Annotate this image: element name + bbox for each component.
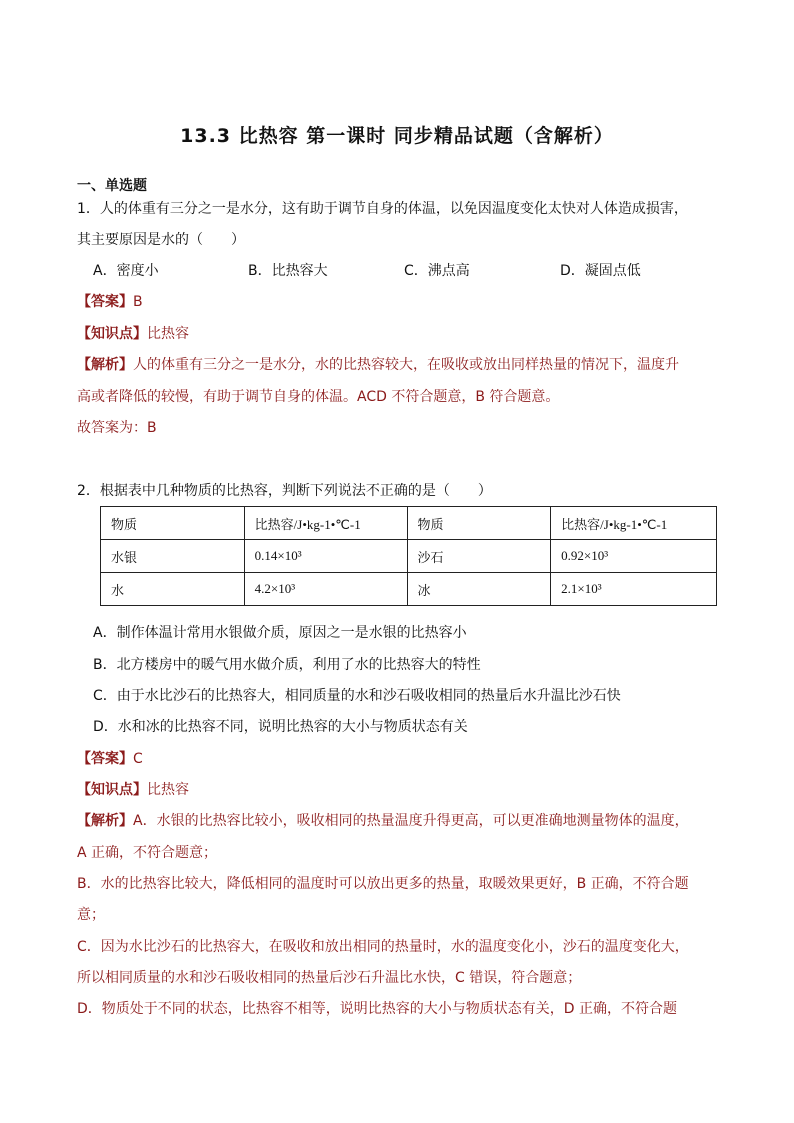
q2-analysis-line: B．水的比热容比较大，降低相同的温度时可以放出更多的热量，取暖效果更好，B 正确，不符合题	[77, 876, 689, 892]
table-header-cell: 物质	[407, 507, 551, 540]
q2-answer-value: C	[133, 751, 143, 767]
q2-analysis-line: 所以相同质量的水和沙石吸收相同的热量后沙石升温比水快，C 错误，符合题意；	[77, 970, 582, 986]
specific-heat-table	[100, 506, 717, 606]
q1-knowledge	[77, 324, 189, 344]
q2-analysis-line: D．物质处于不同的状态，比热容不相等，说明比热容的大小与物质状态有关，D 正确，不符合题	[77, 1001, 678, 1017]
table-header-cell: 比热容/J•kg-1•℃-1	[551, 507, 717, 540]
q2-analysis-line	[77, 811, 689, 831]
q1-knowledge-label: 【知识点】	[77, 326, 147, 342]
q1-analysis-line2: 高或者降低的较慢，有助于调节自身的体温。ACD 不符合题意，B 符合题意。	[77, 389, 560, 405]
q2-option-d: D．水和冰的比热容不同，说明比热容的大小与物质状态有关	[93, 719, 468, 735]
q2-option-c: C．由于水比沙石的比热容大，相同质量的水和沙石吸收相同的热量后水升温比沙石快	[93, 688, 621, 704]
q2-analysis-line: A 正确，不符合题意；	[77, 845, 218, 861]
q1-analysis-text1: 人的体重有三分之一是水分，水的比热容较大，在吸收或放出同样热量的情况下，温度升	[133, 357, 679, 373]
q1-option-a: A．密度小	[93, 263, 159, 279]
q2-analysis-line: C．因为水比沙石的比热容大，在吸收和放出相同的热量时，水的温度变化小，沙石的温度变化大，	[77, 939, 689, 955]
table-row	[101, 540, 717, 573]
table-header-cell: 物质	[101, 507, 245, 540]
q2-answer-label: 【答案】	[77, 751, 133, 767]
table-cell: 4.2×10³	[244, 573, 407, 606]
q1-knowledge-value: 比热容	[147, 326, 189, 342]
q1-option-c: C．沸点高	[404, 263, 470, 279]
table-cell: 2.1×10³	[551, 573, 717, 606]
document-title: 13.3 比热容 第一课时 同步精品试题（含解析）	[180, 125, 614, 147]
q2-knowledge	[77, 780, 189, 800]
table-cell: 冰	[407, 573, 551, 606]
q2-analysis-label: 【解析】	[77, 813, 133, 829]
table-cell: 水银	[101, 540, 245, 573]
table-cell: 水	[101, 573, 245, 606]
section-heading: 一、单选题	[77, 178, 147, 194]
q2-analysis-line: 意；	[77, 907, 105, 923]
q2-answer	[77, 749, 143, 769]
q1-stem-line2: 其主要原因是水的（ ）	[77, 232, 245, 248]
table-cell: 0.14×10³	[244, 540, 407, 573]
q1-answer-label: 【答案】	[77, 294, 133, 310]
q2-knowledge-label: 【知识点】	[77, 782, 147, 798]
q1-conclusion: 故答案为：B	[77, 420, 157, 436]
q2-analysis-text: A．水银的比热容比较小，吸收相同的热量温度升得更高，可以更准确地测量物体的温度，	[133, 813, 689, 829]
q1-analysis-label: 【解析】	[77, 357, 133, 373]
table-row	[101, 573, 717, 606]
table-header-row	[101, 507, 717, 540]
q1-answer	[77, 292, 143, 312]
q1-analysis-line1	[77, 355, 679, 375]
table-cell: 0.92×10³	[551, 540, 717, 573]
q1-option-b: B．比热容大	[248, 263, 328, 279]
q1-stem-line1: 1．人的体重有三分之一是水分，这有助于调节自身的体温，以免因温度变化太快对人体造成损害，	[77, 201, 688, 217]
q2-option-b: B．北方楼房中的暖气用水做介质，利用了水的比热容大的特性	[93, 657, 481, 673]
table-header-cell: 比热容/J•kg-1•℃-1	[244, 507, 407, 540]
q1-option-d: D．凝固点低	[560, 263, 641, 279]
q1-answer-value: B	[133, 294, 143, 310]
q2-option-a: A．制作体温计常用水银做介质，原因之一是水银的比热容小	[93, 625, 467, 641]
q2-knowledge-value: 比热容	[147, 782, 189, 798]
q2-stem: 2．根据表中几种物质的比热容，判断下列说法不正确的是（ ）	[77, 483, 492, 499]
table-cell: 沙石	[407, 540, 551, 573]
